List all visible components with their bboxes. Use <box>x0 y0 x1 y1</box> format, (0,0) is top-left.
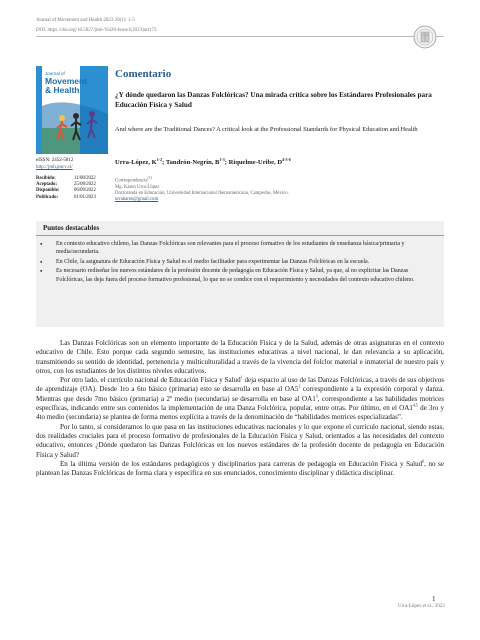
page-number: 1 <box>432 595 436 603</box>
cover-title-line-1: Journal of <box>45 71 65 76</box>
highlights-list <box>40 240 438 285</box>
date-row: Recibido: 11/08/2022 <box>36 176 96 181</box>
author-3-affiliation: 4-5-6 <box>282 157 291 162</box>
cover-title-line-3: & Health <box>45 85 80 95</box>
author-1: Urra-López, K <box>115 159 157 167</box>
highlight-item: ● En Chile, la asignatura de Educación Física y Salud es el medio facilitador para experimentar las Danzas Folclóricas en la escuela. <box>40 258 438 266</box>
article-title-english: And where are the Traditional Dances? A critical look at the Professional Standards for Physical Education and Health <box>115 126 418 133</box>
author-2: ; Tandrón-Negrín, B <box>162 159 220 167</box>
publication-dates <box>36 176 96 201</box>
journal-cover-image <box>36 66 108 154</box>
body-paragraph-2: Por otro lado, el currículo nacional de Educación Física y Salud$^1$ deja espacio al uso de las Danzas Folclóricas, a través de sus objetivos de aprendizaje (OA). Desde 1ro a 6to básico (primaria) esto se desarrolla en base al $OA5^2$ correspondiente a la expresión corporal y danza. Mientras que desde 7mo básico (primaria) a 2º medio (secundaria) se desarrolla en base al $OA1^3$, correspondiente a las habilidades motrices específicas, indicando entre sus contenidos la implementación de una Danza Folclórica, popular, entre otras. Por último, en el OA1$^{4,5}$ de 3ro y 4to medio (secundaria) se plantea de forma menos explícita a través de la denominación de “habilidades motrices especializadas”. <box>36 374 444 422</box>
body-paragraph-4: En la última versión de los estándares pedagógicos y disciplinarios para carreras de pedagogía en Educación Física y Salud$^6$, no se plantean las Danzas Folclóricas de forma clara y específica en sus enunciados, conocimiento disciplinar y didáctica disciplinar. <box>36 458 444 478</box>
correspondence-name: Mg. Karen Urra-López <box>115 184 160 190</box>
author-1-affiliation: 1-2 <box>156 157 163 162</box>
highlight-item: ● En contexto educativo chileno, las Danzas Folclóricas son relevantes para el proceso formativo de los estudiantes de enseñanza básica/primaria y media/secundaria. <box>40 240 438 257</box>
highlights-divider <box>36 235 444 236</box>
date-row: Disponible: 06/09/2022 <box>36 188 96 194</box>
journal-url-link[interactable]: http://jmh.pucv.cl/ <box>36 165 73 170</box>
cover-title-line-2: Movement <box>45 76 88 86</box>
highlights-heading: Puntos destacables <box>43 224 100 232</box>
journal-issn-block <box>36 157 73 171</box>
footer-citation: Urra-López et al., 2023 <box>398 604 445 609</box>
section-label: Comentario <box>115 68 172 80</box>
body-paragraph-1: Las Danzas Folclóricas son un elemento importante de la Educación Física y de la Salud, además de otras asignaturas en el contexto educativo de Chile. Esto porque cada segundo semestre, las instituciones educativas a nivel nacional, le dan relevancia a su aplicación, transmitiendo su sentido de identidad, pertenencia y multiculturalidad a través de la vivencia del folclor material e inmaterial de nuestro país y otros, con los estudiantes de los distintos niveles educativos. <box>36 339 444 375</box>
eissn-text: eISSN: 2452-5812 <box>36 158 74 163</box>
doi-line: DOI: https://doi.org/10.5027/jmh-Vol20-Issue1(2023)art173 <box>36 28 157 33</box>
correspondence-affiliation: Doctoranda en Educación, Universidad Internacional Iberoamericana, Campeche, México. <box>115 191 289 196</box>
author-2-affiliation: 1-3 <box>219 157 225 162</box>
journal-header-line: Journal of Movement and Health 2023 20(1): 1-3 <box>36 18 135 23</box>
university-seal-logo <box>413 25 437 49</box>
article-body <box>36 339 444 478</box>
article-title: ¿Y dónde quedaron las Danzas Folclóricas? Una mirada crítica sobre los Estándares Profesionales para Educación Física y Salud <box>115 91 432 109</box>
header-divider <box>36 36 444 37</box>
date-row: Aceptado: 25/08/2022 <box>36 182 96 188</box>
correspondence-block: Correspondencia$^{(1)}$ Mg. Karen Urra-López Doctoranda en Educación, Universidad Internacional Iberoamericana, Campeche, México. urrakaren@gmail.com <box>115 175 289 203</box>
body-paragraph-3: Por lo tanto, si consideramos lo que pasa en las instituciones educativas nacionales y lo que expone el currículo nacional, siendo estas, dos realidades cruciales para el proceso formativo de profesionales de la Educación Física y Salud, orientados a las necesidades del contexto educativo, entonces ¿Dónde quedaron las Danzas Folclóricas en los nuevos estándares de la profesión docente de pedagogía en Educación Física y Salud? <box>36 422 444 459</box>
correspondence-email-link[interactable]: urrakaren@gmail.com <box>115 197 159 203</box>
author-list <box>115 157 445 166</box>
date-row: Publicado: 01/01/2023 <box>36 194 96 200</box>
author-3: ; Riquelme-Uribe, D <box>224 159 283 167</box>
correspondence-label: Correspondencia <box>115 178 148 184</box>
highlight-item: ● Es necesario rediseñar los nuevos estándares de la profesión docente de pedagogía en Educación Física y Salud, ya que, al no explicitar las Danzas Folclóricas, las deja fuera del proceso formativo profesional, lo que no se condice con el requerimiento y necesidades del contexto educativo chileno. <box>40 267 438 284</box>
